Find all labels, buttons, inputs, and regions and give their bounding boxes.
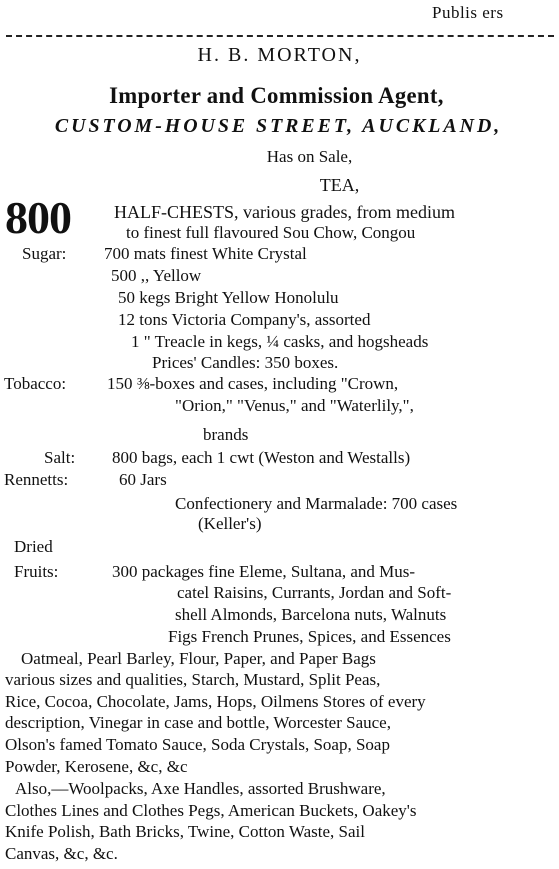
text-line: Knife Polish, Bath Bricks, Twine, Cotton Waste, Sail [5,822,365,841]
merchant-address: CUSTOM-HOUSE STREET, AUCKLAND, [54,115,503,137]
text-line: Canvas, &c, &c. [5,844,118,863]
text-line: catel Raisins, Currants, Jordan and Soft- [177,583,452,602]
text-line: (Keller's) [198,514,262,533]
on-sale-heading: Has on Sale, [266,147,353,166]
text-line: 300 packages fine Eleme, Sultana, and Mus- [112,562,416,581]
section-header: Publis ers [432,3,504,22]
header-rule [6,35,554,37]
text-line: Also,—Woolpacks, Axe Handles, assorted Brushware, [15,779,386,798]
text-line: Powder, Kerosene, &c, &c [5,757,188,776]
label-fruits: Fruits: [14,562,59,581]
text-line: "Orion," "Venus," and "Waterlily,", [175,396,414,415]
text-line: 50 kegs Bright Yellow Honolulu [118,288,339,307]
big-number: 800 [5,192,71,243]
text-line: to finest full flavoured Sou Chow, Congou [126,223,416,242]
label-rennets: Rennetts: [4,470,69,489]
text-line: 800 bags, each 1 cwt (Weston and Westalls) [112,448,411,467]
text-line: shell Almonds, Barcelona nuts, Walnuts [175,605,447,624]
tea-heading: TEA, [319,175,360,195]
text-line: Rice, Cocoa, Chocolate, Jams, Hops, Oilmens Stores of every [5,692,426,711]
text-line: Clothes Lines and Clothes Pegs, American Buckets, Oakey's [5,801,417,820]
label-sugar: Sugar: [22,244,67,263]
text-line: Prices' Candles: 350 boxes. [152,353,339,372]
text-line: description, Vinegar in case and bottle, Worcester Sauce, [5,713,391,732]
merchant-name: H. B. MORTON, [197,44,362,66]
label-dried: Dried [14,537,53,556]
text-line: Oatmeal, Pearl Barley, Flour, Paper, and Paper Bags [21,649,376,668]
text-line: Confectionery and Marmalade: 700 cases [175,494,458,513]
label-tobacco: Tobacco: [4,374,67,393]
text-line: Olson's famed Tomato Sauce, Soda Crystals, Soap, Soap [5,735,390,754]
text-line: 12 tons Victoria Company's, assorted [118,310,371,329]
text-line: various sizes and qualities, Starch, Mustard, Split Peas, [5,670,381,689]
text-line: HALF-CHESTS, various grades, from medium [114,202,455,222]
text-line: Figs French Prunes, Spices, and Essences [168,627,451,646]
text-line: 60 Jars [119,470,167,489]
text-line: 500 ,, Yellow [111,266,202,285]
merchant-title: Importer and Commission Agent, [109,83,444,108]
text-line: brands [203,425,249,444]
text-line: 150 ⅜-boxes and cases, including "Crown, [107,374,399,393]
text-line: 700 mats finest White Crystal [104,244,307,263]
text-line: 1 " Treacle in kegs, ¼ casks, and hogsheads [131,332,429,351]
label-salt: Salt: [44,448,76,467]
